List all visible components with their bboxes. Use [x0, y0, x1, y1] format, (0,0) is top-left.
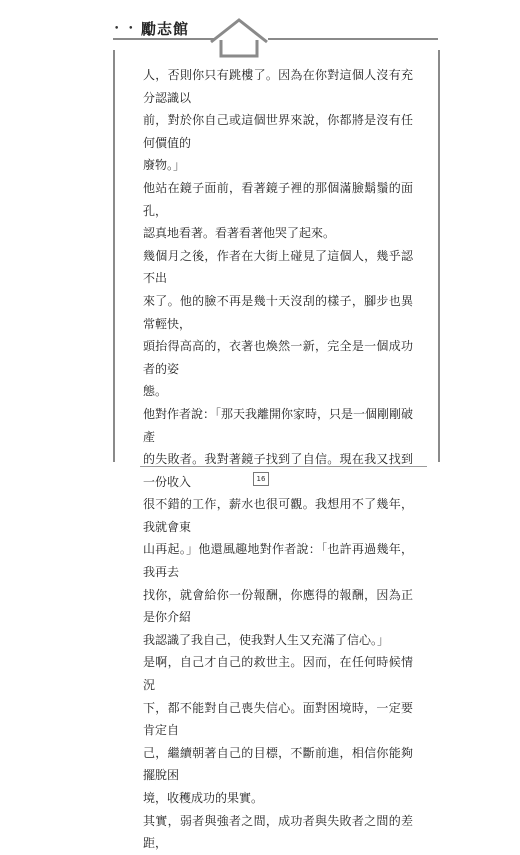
page-number: 16 [253, 472, 269, 486]
text-line: 很不錯的工作，薪水也很可觀。我想用不了幾年，我就會東 [143, 497, 413, 534]
text-line: 境，收穫成功的果實。 [143, 791, 264, 805]
body-text [143, 64, 413, 855]
text-line: 下，都不能對自己喪失信心。面對困境時，一定要肯定自 [143, 700, 413, 738]
house-icon [203, 16, 275, 66]
text-line: 前，對於你自己或這個世界來說，你都將是沒有任何價值的 [143, 113, 413, 150]
text-line: 的失敗者。我對著鏡子找到了自信。現在我又找到一份收入 [143, 452, 413, 489]
text-line: 人，否則你只有跳樓了。因為在你對這個人沒有充分認識以 [143, 68, 413, 105]
text-line: 頭抬得高高的，衣著也煥然一新，完全是一個成功者的姿 [143, 339, 413, 376]
footer-rule [140, 466, 427, 467]
text-line: 己，繼續朝著自己的目標，不斷前進，相信你能夠擺脫困 [143, 745, 413, 783]
text-line: 他站在鏡子面前，看著鏡子裡的那個滿臉鬍鬚的面孔， [143, 180, 413, 218]
paragraph [143, 177, 413, 245]
header-dots: • • [114, 24, 137, 34]
text-line: 幾個月之後，作者在大街上碰見了這個人，幾乎認不出 [143, 248, 413, 286]
text-line: 廢物。」 [143, 158, 186, 173]
text-line: 他對作者說：「那天我離開你家時，只是一個剛剛破產 [143, 406, 414, 444]
paragraph [143, 64, 413, 177]
text-line: 態。 [143, 384, 168, 399]
text-line: 山再起。」他還風趣地對作者說：「也許再過幾年，我再去 [143, 542, 413, 580]
paragraph [143, 810, 413, 855]
paragraph [143, 403, 413, 652]
text-line: 找你，就會給你一份報酬，你應得的報酬，因為正是你介紹 [143, 587, 413, 625]
section-title: 勵志館 [141, 20, 190, 38]
text-line: 我認識了我自己，使我對人生又充滿了信心。」 [143, 632, 390, 647]
paragraph [143, 651, 413, 809]
paragraph [143, 245, 413, 403]
text-line: 是啊，自己才自己的救世主。因而，在任何時候情況 [143, 655, 413, 693]
header-rule-right [268, 38, 438, 40]
text-line: 認真地看著。看著看著他哭了起來。 [143, 226, 336, 241]
text-line: 來了。他的臉不再是幾十天沒刮的樣子，腳步也異常輕快， [143, 293, 413, 331]
text-line: 其實，弱者與強者之間，成功者與失敗者之間的差距， [143, 813, 413, 851]
